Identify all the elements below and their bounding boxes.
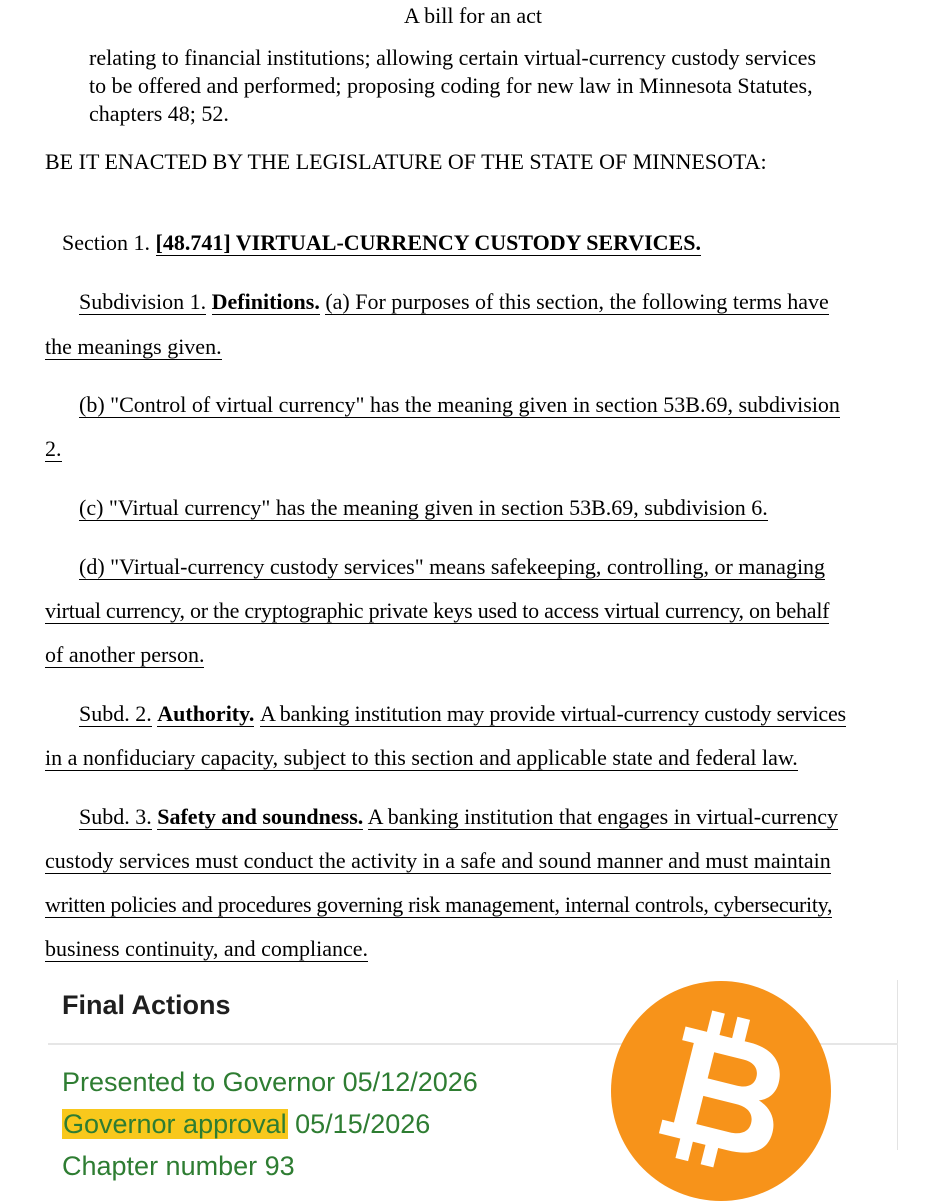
subd1-b-line — [79, 392, 840, 418]
bill-title-line: to be offered and performed; proposing coding for new law in Minnesota Statutes, — [89, 73, 813, 98]
bill-title-line: relating to financial institutions; allowing certain virtual-currency custody services — [89, 45, 816, 70]
subd1-c-line — [79, 495, 768, 521]
section-title: [48.741] VIRTUAL-CURRENCY CUSTODY SERVICES. — [155, 230, 701, 255]
section-heading — [62, 230, 701, 256]
definition-d-text: virtual currency, or the cryptographic private keys used to access virtual currency, on behalf — [45, 598, 830, 623]
subd2-line — [45, 745, 798, 771]
subd3-label: Safety and soundness. — [157, 804, 364, 829]
subd1-prefix: Subdivision 1. — [79, 289, 207, 314]
presented-action: Presented to Governor 05/12/2026 — [62, 1067, 478, 1097]
subd1-d-line — [45, 642, 204, 668]
subd2-prefix: Subd. 2. — [79, 701, 152, 726]
subd3-text: custody services must conduct the activity in a safe and sound manner and must maintain — [45, 848, 831, 873]
section-prefix: Section 1. — [62, 230, 150, 255]
definition-d-text: (d) "Virtual-currency custody services" means safekeeping, controlling, or managing — [79, 554, 826, 579]
definition-b-text: 2. — [45, 436, 62, 461]
subd2-label: Authority. — [157, 701, 255, 726]
subd3-line — [45, 848, 831, 874]
subd1-line — [45, 334, 222, 360]
subd3-text: A banking institution that engages in virtual-currency — [367, 804, 839, 829]
subd3-line — [45, 892, 832, 918]
definition-b-text: (b) "Control of virtual currency" has the meaning given in section 53B.69, subdivision — [79, 392, 840, 417]
bill-title-block — [89, 44, 816, 128]
definition-c-text: (c) "Virtual currency" has the meaning given in section 53B.69, subdivision 6. — [79, 495, 768, 520]
bill-heading: A bill for an act — [403, 3, 543, 28]
approval-date: 05/15/2026 — [295, 1109, 431, 1139]
subd1-d-line — [45, 598, 829, 624]
subd1-d-line — [79, 554, 825, 580]
subd3-line — [79, 804, 838, 830]
chapter-action: Chapter number 93 — [62, 1151, 295, 1181]
enacting-clause: BE IT ENACTED BY THE LEGISLATURE OF THE STATE OF MINNESOTA: — [45, 149, 767, 174]
approval-action — [62, 1109, 430, 1140]
final-actions-header: Final Actions — [62, 990, 231, 1020]
subd2-text: in a nonfiduciary capacity, subject to this section and applicable state and federal law. — [45, 745, 798, 770]
subd3-text: written policies and procedures governing risk management, internal controls, cybersecurity, — [45, 892, 833, 917]
subd3-prefix: Subd. 3. — [79, 804, 152, 829]
subd3-text: business continuity, and compliance. — [45, 936, 369, 961]
subd1-line — [79, 289, 829, 315]
bill-title-line: chapters 48; 52. — [89, 101, 229, 126]
subd1-label: Definitions. — [211, 289, 320, 314]
subd1-text: (a) For purposes of this section, the following terms have — [325, 289, 829, 314]
bitcoin-logo-icon — [611, 981, 831, 1201]
panel-divider — [897, 980, 898, 1150]
subd2-line — [79, 701, 846, 727]
subd2-text: A banking institution may provide virtual-currency custody services — [259, 701, 846, 726]
subd3-line — [45, 936, 368, 962]
definition-d-text: of another person. — [45, 642, 205, 667]
approval-highlight: Governor approval — [63, 1109, 287, 1139]
subd1-text: the meanings given. — [45, 334, 222, 359]
subd1-b-line — [45, 436, 62, 462]
